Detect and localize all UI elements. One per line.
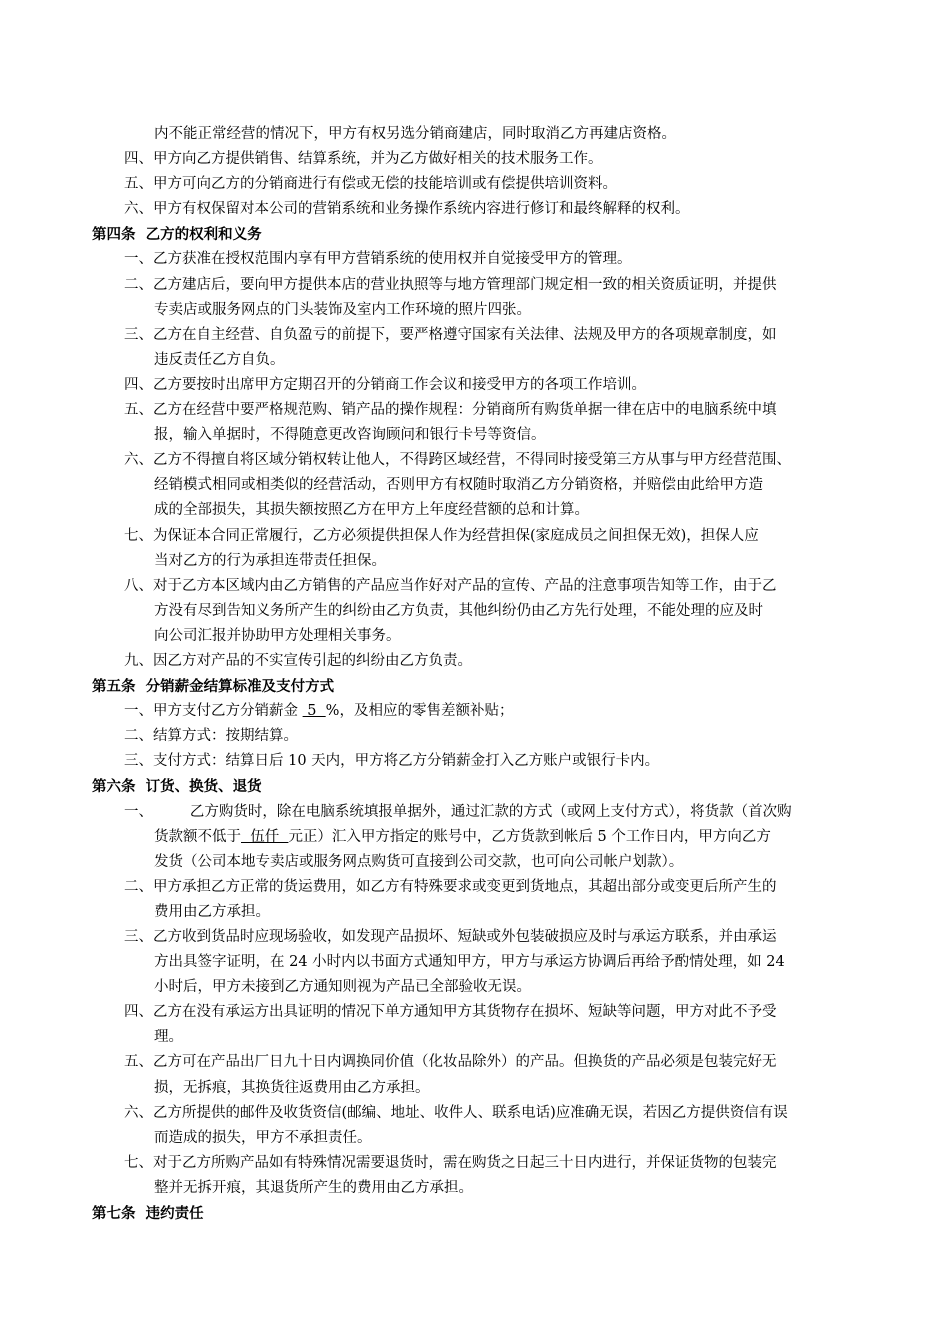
line-text: 方没有尽到告知义务所产生的纠纷由乙方负责，其他纠纷仍由乙方先行处理，不能处理的应及时 xyxy=(154,602,763,619)
clause-line xyxy=(92,724,882,749)
clause-line xyxy=(92,1000,882,1025)
line-text: 三、乙方在自主经营、自负盈亏的前提下，要严格遵守国家有关法律、法规及甲方的各项规章制度，如 xyxy=(124,326,777,343)
clause-continuation xyxy=(92,423,882,448)
clause-line xyxy=(92,172,882,197)
line-text: 发货（公司本地专卖店或服务网点购货可直接到公司交款，也可向公司帐户划款）。 xyxy=(154,853,684,870)
line-text: 四、乙方要按时出席甲方定期召开的分销商工作会议和接受甲方的各项工作培训。 xyxy=(124,376,646,393)
line-text: 当对乙方的行为承担连带责任担保。 xyxy=(154,552,386,569)
clause-line xyxy=(92,398,882,423)
line-text: 第六条 订货、换货、退货 xyxy=(92,778,262,796)
line-text: 四、甲方向乙方提供销售、结算系统，并为乙方做好相关的技术服务工作。 xyxy=(124,151,603,168)
line-text: 七、为保证本合同正常履行，乙方必须提供担保人作为经营担保(家庭成员之间担保无效)，担保人应 xyxy=(124,527,759,544)
line-text: 六、乙方所提供的邮件及收货资信(邮编、地址、收件人、联系电话)应准确无误，若因乙方提供资信有误 xyxy=(124,1104,788,1121)
clause-continuation xyxy=(92,900,882,925)
line-text: 六、乙方不得擅自将区域分销权转让他人，不得跨区域经营，不得同时接受第三方从事与甲方经营范围、 xyxy=(124,452,791,469)
clause-continuation xyxy=(92,549,882,574)
contract-body xyxy=(92,122,882,1226)
line-text: 一、乙方获准在授权范围内享有甲方营销系统的使用权并自觉接受甲方的管理。 xyxy=(124,251,632,268)
clause-continuation xyxy=(92,975,882,1000)
clause-continuation xyxy=(92,122,882,147)
clause-continuation xyxy=(92,473,882,498)
clause-continuation xyxy=(92,825,882,850)
clause-line xyxy=(92,273,882,298)
filled-blank: 5 xyxy=(302,703,326,720)
clause-line xyxy=(92,147,882,172)
clause-continuation xyxy=(92,1025,882,1050)
clause-line xyxy=(92,875,882,900)
line-text: 三、乙方收到货品时应现场验收，如发现产品损坏、短缺或外包装破损应及时与承运方联系，并由承运 xyxy=(124,929,777,945)
clause-line xyxy=(92,749,882,774)
line-text: 向公司汇报并协助甲方处理相关事务。 xyxy=(154,627,401,644)
line-text: 报，输入单据时，不得随意更改咨询顾问和银行卡号等资信。 xyxy=(154,427,546,444)
line-text: 整并无拆开痕，其退货所产生的费用由乙方承担。 xyxy=(154,1179,473,1196)
clause-line xyxy=(92,323,882,348)
clause-line xyxy=(92,1050,882,1075)
line-text: 小时后，甲方未接到乙方通知则视为产品已全部验收无误。 xyxy=(154,979,531,996)
clause-line xyxy=(92,649,882,674)
line-text: 五、甲方可向乙方的分销商进行有偿或无偿的技能培训或有偿提供培训资料。 xyxy=(124,176,617,193)
line-text: 七、对于乙方所购产品如有特殊情况需要退货时，需在购货之日起三十日内进行，并保证货物的包装完 xyxy=(124,1154,777,1171)
line-text: 而造成的损失，甲方不承担责任。 xyxy=(154,1129,372,1146)
line-text: 八、对于乙方本区域内由乙方销售的产品应当作好对产品的宣传、产品的注意事项告知等工作，由于乙 xyxy=(124,577,777,594)
clause-line xyxy=(92,574,882,599)
section-heading xyxy=(92,674,882,699)
line-text: 二、结算方式：按期结算。 xyxy=(124,728,298,745)
clause-line xyxy=(92,524,882,549)
clause-continuation xyxy=(92,348,882,373)
line-text: 经销模式相同或相类似的经营活动，否则甲方有权随时取消乙方分销资格，并赔偿由此给甲方造 xyxy=(154,477,763,494)
clause-continuation xyxy=(92,624,882,649)
line-text: 理。 xyxy=(154,1029,183,1046)
clause-line xyxy=(92,448,882,473)
filled-blank: 伍仟 xyxy=(241,828,289,845)
clause-continuation xyxy=(92,1176,882,1201)
line-text: 方出具签字证明，在 24 小时内以书面方式通知甲方，甲方与承运方协调后再给予酌情处理，如 24 xyxy=(154,954,785,971)
line-text: 二、甲方承担乙方正常的货运费用，如乙方有特殊要求或变更到货地点，其超出部分或变更后所产生的 xyxy=(124,878,777,895)
clause-line xyxy=(92,699,882,724)
section-heading xyxy=(92,774,882,799)
line-text: 损，无拆痕，其换货往返费用由乙方承担。 xyxy=(154,1079,430,1096)
line-text: 四、乙方在没有承运方出具证明的情况下单方通知甲方其货物存在损坏、短缺等问题，甲方对此不予受 xyxy=(124,1004,777,1021)
clause-continuation xyxy=(92,599,882,624)
line-text-after-blank: 元正）汇入甲方指定的账号中，乙方货款到帐后 5 个工作日内，甲方向乙方 xyxy=(288,828,771,845)
clause-continuation xyxy=(92,1076,882,1101)
line-text: 违反责任乙方自负。 xyxy=(154,351,285,368)
line-text: 六、甲方有权保留对本公司的营销系统和业务操作系统内容进行修订和最终解释的权利。 xyxy=(124,201,690,218)
line-text: 一、 乙方购货时，除在电脑系统填报单据外，通过汇款的方式（或网上支付方式），将货款（首次购 xyxy=(124,803,792,820)
line-text: 五、乙方在经营中要严格规范购、销产品的操作规程：分销商所有购货单据一律在店中的电脑系统中填 xyxy=(124,402,777,419)
clause-continuation xyxy=(92,1126,882,1151)
section-heading xyxy=(92,1201,882,1226)
line-text: 内不能正常经营的情况下，甲方有权另选分销商建店，同时取消乙方再建店资格。 xyxy=(154,126,676,142)
line-text: 三、支付方式：结算日后 10 天内，甲方将乙方分销薪金打入乙方账户或银行卡内。 xyxy=(124,753,660,770)
line-text: 二、乙方建店后，要向甲方提供本店的营业执照等与地方管理部门规定相一致的相关资质证明，并提供 xyxy=(124,276,777,293)
clause-continuation xyxy=(92,950,882,975)
clause-line xyxy=(92,925,882,950)
line-text-after-blank: %，及相应的零售差额补贴； xyxy=(325,703,514,720)
line-text: 五、乙方可在产品出厂日九十日内调换同价值（化妆品除外）的产品。但换货的产品必须是包装完好无 xyxy=(124,1054,777,1071)
line-text: 成的全部损失，其损失额按照乙方在甲方上年度经营额的总和计算。 xyxy=(154,502,589,519)
line-text: 货款额不低于 xyxy=(154,828,241,845)
line-text: 第五条 分销薪金结算标准及支付方式 xyxy=(92,678,335,696)
clause-line xyxy=(92,800,882,825)
line-text: 第四条 乙方的权利和义务 xyxy=(92,226,262,244)
line-text: 一、甲方支付乙方分销薪金 xyxy=(124,703,303,720)
section-heading xyxy=(92,222,882,247)
clause-line xyxy=(92,197,882,222)
line-text: 费用由乙方承担。 xyxy=(154,903,270,920)
clause-line xyxy=(92,373,882,398)
clause-continuation xyxy=(92,498,882,523)
clause-line xyxy=(92,1151,882,1176)
clause-line xyxy=(92,1101,882,1126)
clause-line xyxy=(92,247,882,272)
line-text: 第七条 违约责任 xyxy=(92,1205,204,1223)
line-text: 专卖店或服务网点的门头装饰及室内工作环境的照片四张。 xyxy=(154,301,531,318)
clause-continuation xyxy=(92,850,882,875)
clause-continuation xyxy=(92,298,882,323)
line-text: 九、因乙方对产品的不实宣传引起的纠纷由乙方负责。 xyxy=(124,652,472,669)
